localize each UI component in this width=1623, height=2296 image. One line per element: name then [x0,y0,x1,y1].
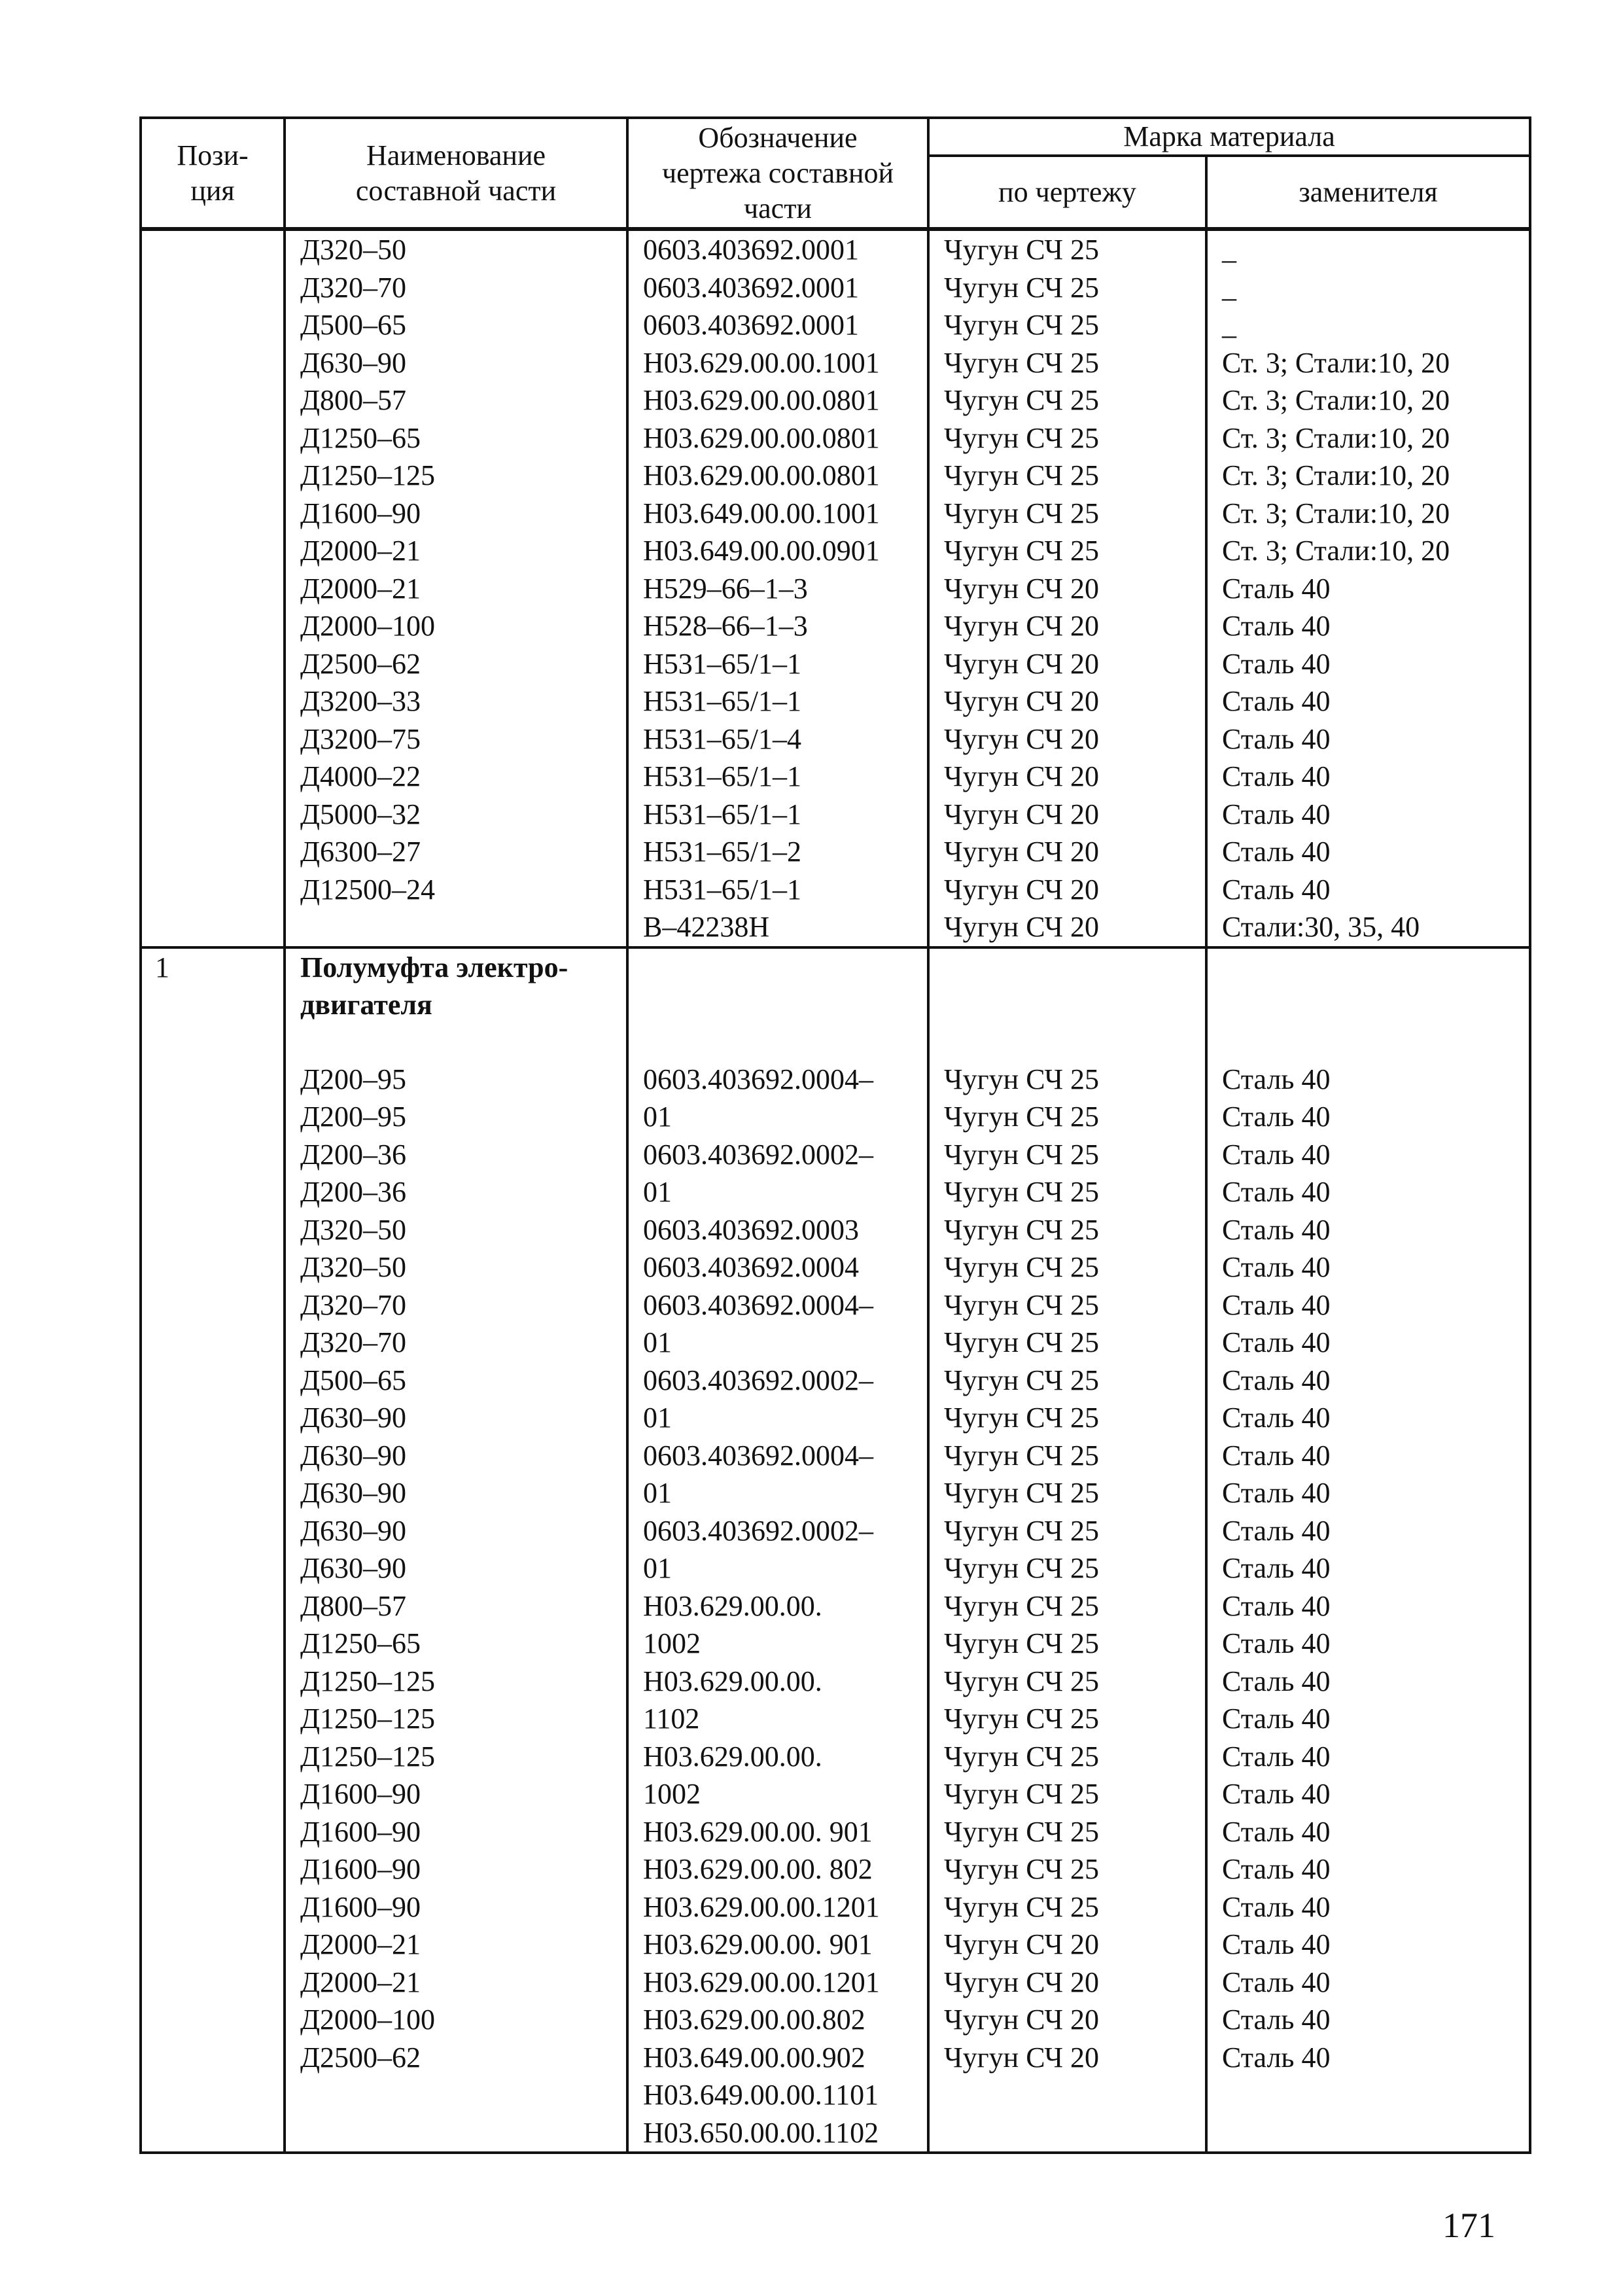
table-line: Д200–36 [300,1138,407,1171]
table-line: Чугун СЧ 25 [944,1402,1100,1434]
table-line: Сталь 40 [1222,1364,1331,1396]
table-line: Чугун СЧ 25 [944,1853,1100,1885]
table-line: Сталь 40 [1222,1063,1331,1095]
header-by-drawing: по чертежу [928,156,1206,229]
table-line: Чугун СЧ 25 [944,234,1100,266]
table-line: Д630–90 [300,1477,407,1509]
table-line: Сталь 40 [1222,572,1331,605]
table-line: Чугун СЧ 25 [944,535,1100,567]
table-line: Чугун СЧ 20 [944,572,1100,605]
table-line: Д1250–65 [300,1627,421,1659]
table-line: Сталь 40 [1222,1402,1331,1434]
table-line: Чугун СЧ 25 [944,1326,1100,1358]
table-line: Д3200–75 [300,722,421,755]
table-line: 0603.403692.0004– [643,1288,873,1321]
table-line: Чугун СЧ 25 [944,1213,1100,1246]
table-line: Сталь 40 [1222,1101,1331,1133]
table-line: Чугун СЧ 25 [944,1101,1100,1133]
table-line: Д320–50 [300,1213,407,1246]
table-line: Н531–65/1–1 [643,798,801,830]
header-position: Пози- ция [141,118,285,229]
table-line: Н528–66–1–3 [643,610,808,642]
table-line: Чугун СЧ 25 [944,1815,1100,1848]
table-line: Д630–90 [300,1402,407,1434]
table-line: Д320–70 [300,271,407,304]
table-line: Сталь 40 [1222,1890,1331,1923]
table-line: 01 [643,1552,672,1584]
table-line: Д320–50 [300,1251,407,1283]
table-line: Чугун СЧ 20 [944,685,1100,717]
table-line: Сталь 40 [1222,1740,1331,1773]
table-line: Чугун СЧ 20 [944,2004,1100,2036]
table-line: Д320–70 [300,1288,407,1321]
table-line: Д2500–62 [300,2041,421,2074]
table-line: Чугун СЧ 20 [944,1928,1100,1960]
table-line: 1002 [643,1627,701,1659]
table-line: Чугун СЧ 25 [944,421,1100,454]
table-line: Н529–66–1–3 [643,572,808,605]
table-line: Сталь 40 [1222,1778,1331,1810]
table-line: Чугун СЧ 25 [944,1063,1100,1095]
table-line: 1002 [643,1778,701,1810]
table-line: Ст. 3; Стали:10, 20 [1222,535,1450,567]
table-line: Н03.629.00.00. [643,1589,822,1622]
material-cell [928,229,1206,947]
table-line: Чугун СЧ 25 [944,459,1100,491]
table-line: 0603.403692.0004 [643,1251,859,1283]
table-line: Сталь 40 [1222,798,1331,830]
table-line: 0603.403692.0004– [643,1063,873,1095]
table-line: Чугун СЧ 25 [944,1890,1100,1923]
position-cell [141,229,285,947]
table-line: Сталь 40 [1222,1552,1331,1584]
table-line: Д800–57 [300,384,407,416]
table-line: Чугун СЧ 25 [944,309,1100,341]
table-line: Н03.629.00.00.1201 [643,1966,880,1998]
table-line: Ст. 3; Стали:10, 20 [1222,384,1450,416]
table-line: Н03.629.00.00.0801 [643,421,880,454]
table-line: Д1250–125 [300,1703,436,1735]
table-line: Н03.629.00.00. 901 [643,1815,873,1848]
table-line: Ст. 3; Стали:10, 20 [1222,459,1450,491]
table-line: Чугун СЧ 25 [944,1439,1100,1472]
table-line: Н03.649.00.00.902 [643,2041,865,2074]
table-line: Чугун СЧ 20 [944,911,1100,943]
table-line: Сталь 40 [1222,2004,1331,2036]
table-line: 1102 [643,1703,700,1735]
table-line: Чугун СЧ 25 [944,1514,1100,1547]
table-line: Н03.629.00.00. 901 [643,1928,873,1960]
table-line: Чугун СЧ 20 [944,873,1100,906]
table-line: Д200–95 [300,1063,407,1095]
table-line: Д2000–21 [300,1928,421,1960]
substitute-cell [1206,947,1530,2153]
table-line: Чугун СЧ 25 [944,346,1100,379]
table-line: Д500–65 [300,309,407,341]
table-line: Д1250–125 [300,459,436,491]
table-line: Чугун СЧ 20 [944,722,1100,755]
table-line: Д2000–21 [300,535,421,567]
table-line: Д320–50 [300,234,407,266]
table-line: Чугун СЧ 25 [944,1740,1100,1773]
table-line: Чугун СЧ 25 [944,384,1100,416]
table-line: Д630–90 [300,1514,407,1547]
table-line: Чугун СЧ 20 [944,760,1100,792]
table-line: Сталь 40 [1222,1326,1331,1358]
page-number: 171 [1442,2206,1495,2245]
table-line: Н03.629.00.00. [643,1740,822,1773]
table-line: 01 [643,1402,672,1434]
table-line: Н531–65/1–4 [643,722,801,755]
drawing-cell [627,229,928,947]
table-line: 0603.403692.0004– [643,1439,873,1472]
table-line: Д3200–33 [300,685,421,717]
table-line: Н03.649.00.00.1001 [643,497,880,529]
table-line: _ [1222,309,1236,341]
table-line: Н03.629.00.00. [643,1665,822,1697]
table-line: Сталь 40 [1222,722,1331,755]
table-line: Чугун СЧ 20 [944,647,1100,680]
header-name: Наименование составной части [285,118,627,229]
position-number: 1 [155,951,169,983]
material-cell [928,947,1206,2153]
table-line: Н03.629.00.00. 802 [643,1853,873,1885]
table-line: Сталь 40 [1222,1966,1331,1998]
table-line: Сталь 40 [1222,1928,1331,1960]
table-line: Чугун СЧ 20 [944,610,1100,642]
table-line: Сталь 40 [1222,2041,1331,2074]
table-line: Стали:30, 35, 40 [1222,911,1420,943]
table-line: Сталь 40 [1222,873,1331,906]
table-line: Чугун СЧ 20 [944,2041,1100,2074]
table-line: Сталь 40 [1222,1288,1331,1321]
table-line: Д800–57 [300,1589,407,1622]
table-line: Чугун СЧ 25 [944,1288,1100,1321]
table-line: _ [1222,234,1236,266]
table-line: Сталь 40 [1222,1703,1331,1735]
table-line: Д2000–100 [300,2004,436,2036]
table-line: В–42238Н [643,911,770,943]
name-cell [285,947,627,2153]
table-line: Сталь 40 [1222,1251,1331,1283]
table-line: Чугун СЧ 25 [944,1364,1100,1396]
table-line: Д200–36 [300,1176,407,1208]
table-line: Д2000–100 [300,610,436,642]
table-line: Чугун СЧ 25 [944,1176,1100,1208]
table-line: Чугун СЧ 25 [944,1138,1100,1171]
table-line: Д2000–21 [300,572,421,605]
table-line: 0603.403692.0001 [643,271,859,304]
header-material: Марка материала [928,118,1530,156]
header-drawing: Обозначение чертежа составной части [627,118,928,229]
table-line: Н03.629.00.00.1201 [643,1890,880,1923]
table-line: Сталь 40 [1222,836,1331,868]
table-line: Н531–65/1–2 [643,836,801,868]
parts-table-sheet [139,116,1529,2154]
table-line: Д1600–90 [300,497,421,529]
table-line: Сталь 40 [1222,1853,1331,1885]
table-line: Сталь 40 [1222,610,1331,642]
section-title: Полумуфта электро- двигателя [300,951,568,1021]
table-line: Д500–65 [300,1364,407,1396]
table-line: Сталь 40 [1222,1213,1331,1246]
table-line: Сталь 40 [1222,1176,1331,1208]
substitute-cell [1206,229,1530,947]
table-line: Сталь 40 [1222,760,1331,792]
table-line: Н03.650.00.00.1102 [643,2116,879,2149]
table-line: Д2000–21 [300,1966,421,1998]
table-line: Чугун СЧ 20 [944,836,1100,868]
table-line: Чугун СЧ 25 [944,1665,1100,1697]
table-line: Д2500–62 [300,647,421,680]
table-line: 01 [643,1326,672,1358]
table-line: Ст. 3; Стали:10, 20 [1222,346,1450,379]
table-line: Д1600–90 [300,1778,421,1810]
table-line: Сталь 40 [1222,1815,1331,1848]
table-line: 0603.403692.0003 [643,1213,859,1246]
table-line: Н03.649.00.00.1101 [643,2079,879,2111]
table-line: _ [1222,271,1236,304]
table-line: Д630–90 [300,1552,407,1584]
table-line: Чугун СЧ 25 [944,1552,1100,1584]
table-line: Н531–65/1–1 [643,685,801,717]
table-line: Чугун СЧ 25 [944,497,1100,529]
table-line: 01 [643,1477,672,1509]
table-line: Д1600–90 [300,1853,421,1885]
table-line: Сталь 40 [1222,1589,1331,1622]
table-line: Сталь 40 [1222,1514,1331,1547]
table-line: Н03.629.00.00.0801 [643,384,880,416]
table-line: Д320–70 [300,1326,407,1358]
table-line: Ст. 3; Стали:10, 20 [1222,497,1450,529]
table-line: Сталь 40 [1222,1477,1331,1509]
table-line: Д12500–24 [300,873,436,906]
table-line: Сталь 40 [1222,1665,1331,1697]
table-line: Н531–65/1–1 [643,647,801,680]
table-line: Чугун СЧ 25 [944,1627,1100,1659]
table-line: Д200–95 [300,1101,407,1133]
table-line: Чугун СЧ 20 [944,798,1100,830]
table-line: 0603.403692.0002– [643,1514,873,1547]
table-line: Чугун СЧ 25 [944,1251,1100,1283]
header-substitute: заменителя [1206,156,1530,229]
table-line: Д1250–65 [300,421,421,454]
table-line: 0603.403692.0002– [643,1364,873,1396]
table-line: Н531–65/1–1 [643,873,801,906]
parts-table [139,116,1531,2154]
table-line: Д1600–90 [300,1890,421,1923]
table-line: Д1600–90 [300,1815,421,1848]
table-line: Чугун СЧ 25 [944,271,1100,304]
table-line: Д630–90 [300,1439,407,1472]
table-line: Сталь 40 [1222,685,1331,717]
table-line: Сталь 40 [1222,647,1331,680]
table-line: 0603.403692.0002– [643,1138,873,1171]
table-row [141,229,1530,947]
table-line: Сталь 40 [1222,1439,1331,1472]
table-line: 01 [643,1101,672,1133]
drawing-cell [627,947,928,2153]
table-line: Чугун СЧ 25 [944,1778,1100,1810]
table-line: Д6300–27 [300,836,421,868]
table-line: Чугун СЧ 20 [944,1966,1100,1998]
table-line: Чугун СЧ 25 [944,1589,1100,1622]
table-line: Н03.649.00.00.0901 [643,535,880,567]
table-line: Д630–90 [300,346,407,379]
table-line: Сталь 40 [1222,1138,1331,1171]
table-line: 0603.403692.0001 [643,234,859,266]
table-line: Чугун СЧ 25 [944,1477,1100,1509]
table-row [141,947,1530,2153]
table-line: Чугун СЧ 25 [944,1703,1100,1735]
name-cell [285,229,627,947]
table-line: Н03.629.00.00.802 [643,2004,865,2036]
table-line: 0603.403692.0001 [643,309,859,341]
table-line: Ст. 3; Стали:10, 20 [1222,421,1450,454]
table-line: 01 [643,1176,672,1208]
position-cell [141,947,285,2153]
table-line: Д1250–125 [300,1740,436,1773]
table-line: Н03.629.00.00.0801 [643,459,880,491]
table-line: Д1250–125 [300,1665,436,1697]
table-line: Д5000–32 [300,798,421,830]
table-line: Сталь 40 [1222,1627,1331,1659]
table-line: Д4000–22 [300,760,421,792]
table-line: Н03.629.00.00.1001 [643,346,880,379]
table-line: Н531–65/1–1 [643,760,801,792]
